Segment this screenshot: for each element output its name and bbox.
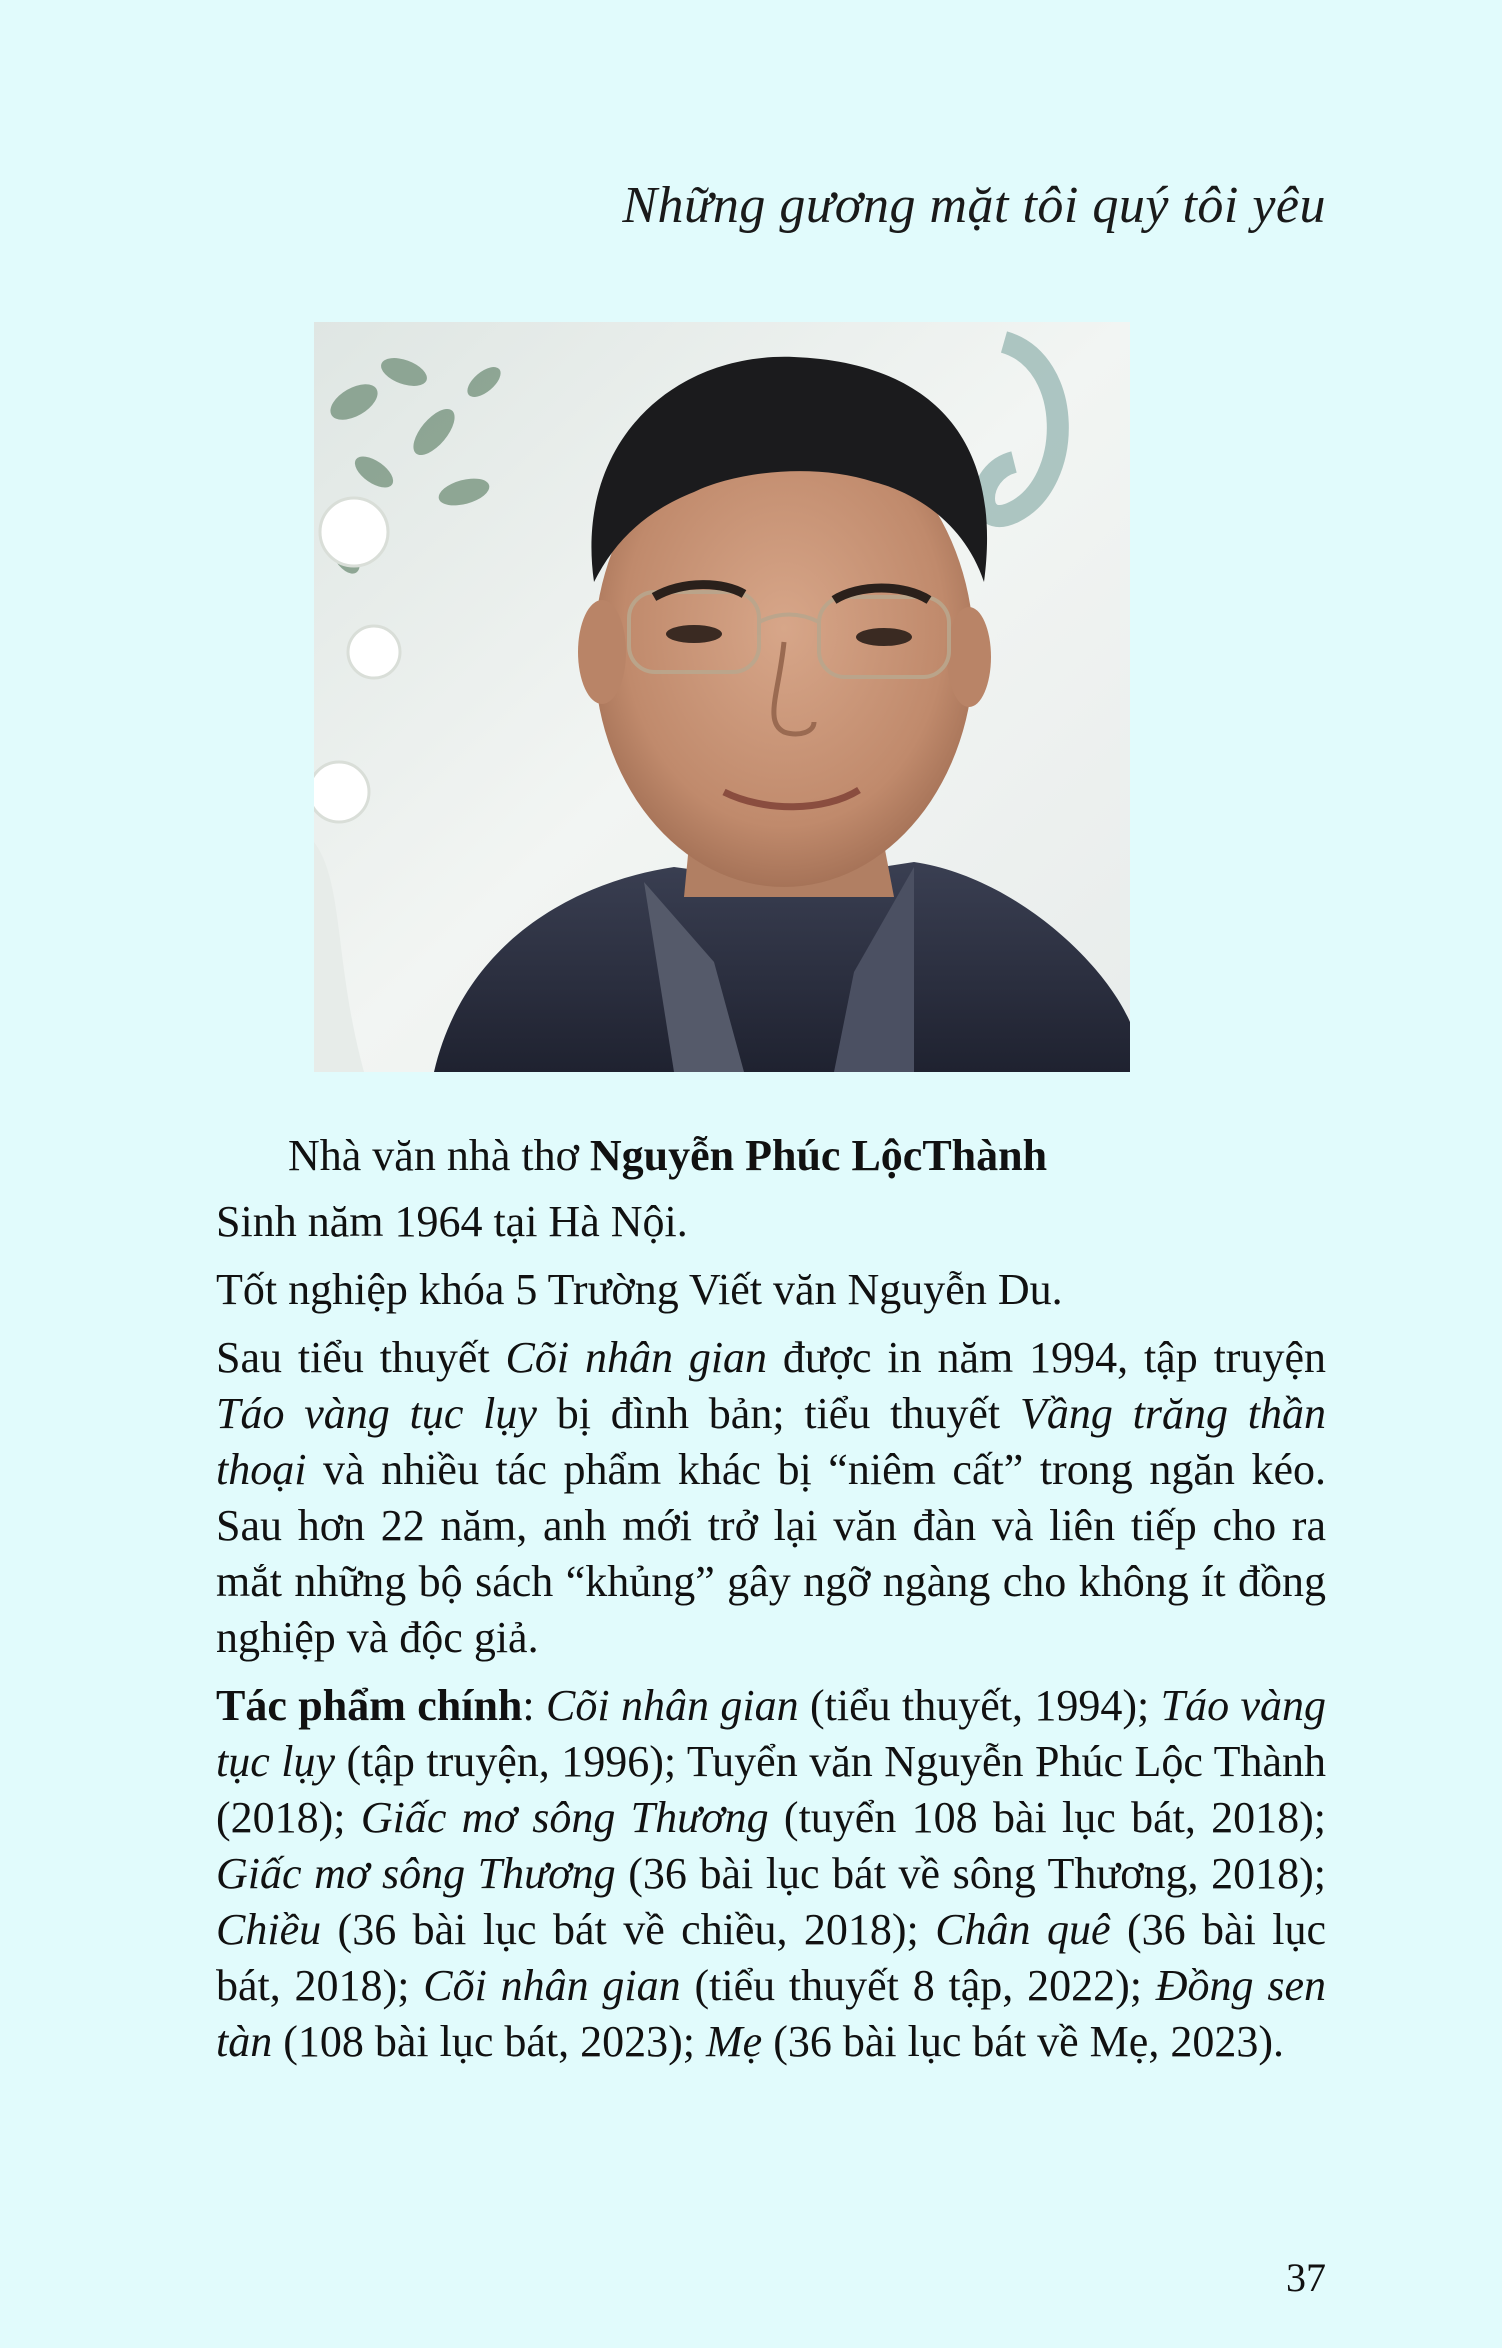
work-title: Cõi nhân gian bbox=[423, 1961, 681, 2010]
intro-prefix: Nhà văn nhà thơ bbox=[288, 1131, 590, 1180]
running-head: Những gương mặt tôi quý tôi yêu bbox=[622, 177, 1326, 234]
birth-info: Sinh năm 1964 tại Hà Nội. bbox=[216, 1197, 688, 1246]
text-run: (108 bài lục bát, 2023); bbox=[272, 2017, 707, 2066]
text-run: (tuyển 108 bài lục bát, 2018); bbox=[768, 1793, 1326, 1842]
work-title: Đồng sen tàn bbox=[216, 1961, 1327, 2066]
work-title: Cõi nhân gian bbox=[546, 1681, 799, 1730]
text-run: bị đình bản; tiểu thuyết bbox=[536, 1389, 1020, 1438]
author-name: Nguyễn Phúc LộcThành bbox=[589, 1131, 1048, 1180]
text-run: (tiểu thuyết, 1994); bbox=[798, 1681, 1161, 1730]
text-run: (36 bài lục bát về chiều, 2018); bbox=[321, 1905, 936, 1954]
text-run: (36 bài lục bát về sông Thương, 2018); bbox=[615, 1849, 1326, 1898]
career-paragraph bbox=[216, 1330, 1326, 1666]
text-run: (36 bài lục bát về Mẹ, 2023). bbox=[762, 2017, 1284, 2066]
work-title: Giấc mơ sông Thương bbox=[360, 1793, 769, 1842]
work-title: Táo vàng tục lụy bbox=[216, 1389, 537, 1438]
biography bbox=[216, 1128, 1326, 2082]
works-label: Tác phẩm chính bbox=[216, 1681, 523, 1730]
work-title: Mẹ bbox=[706, 2017, 763, 2066]
page-number: 37 bbox=[1286, 2255, 1326, 2300]
work-title: Chiều bbox=[216, 1905, 322, 1954]
text-run: : bbox=[522, 1681, 547, 1730]
work-title: Cõi nhân gian bbox=[505, 1333, 768, 1382]
text-run: (tập truyện, 1996); Tuyển văn Nguyễn Phúc Lộc Thành (2018); bbox=[216, 1737, 1326, 1842]
work-title: Chân quê bbox=[935, 1905, 1111, 1954]
text-run: được in năm 1994, tập truyện bbox=[767, 1333, 1326, 1382]
text-run: và nhiều tác phẩm khác bị “niêm cất” trong ngăn kéo. Sau hơn 22 năm, anh mới trở lại văn đàn và liên tiếp cho ra mắt những bộ sách “khủng” gây ngỡ ngàng cho không ít đồng nghiệp và độc giả. bbox=[216, 1445, 1326, 1662]
text-run: Sau tiểu thuyết bbox=[216, 1333, 506, 1382]
work-title: Táo vàng tục lụy bbox=[216, 1681, 1326, 1786]
author-intro bbox=[216, 1128, 1326, 1184]
education-info: Tốt nghiệp khóa 5 Trường Viết văn Nguyễn Du. bbox=[216, 1265, 1063, 1314]
work-title: Giấc mơ sông Thương bbox=[216, 1849, 616, 1898]
portrait-photo-icon bbox=[314, 322, 1130, 1072]
author-portrait bbox=[314, 322, 1130, 1072]
work-title: Vầng trăng thần thoại bbox=[216, 1389, 1326, 1494]
text-run: (36 bài lục bát, 2018); bbox=[216, 1905, 1326, 2010]
works-paragraph bbox=[216, 1678, 1326, 2070]
text-run: (tiểu thuyết 8 tập, 2022); bbox=[680, 1961, 1156, 2010]
